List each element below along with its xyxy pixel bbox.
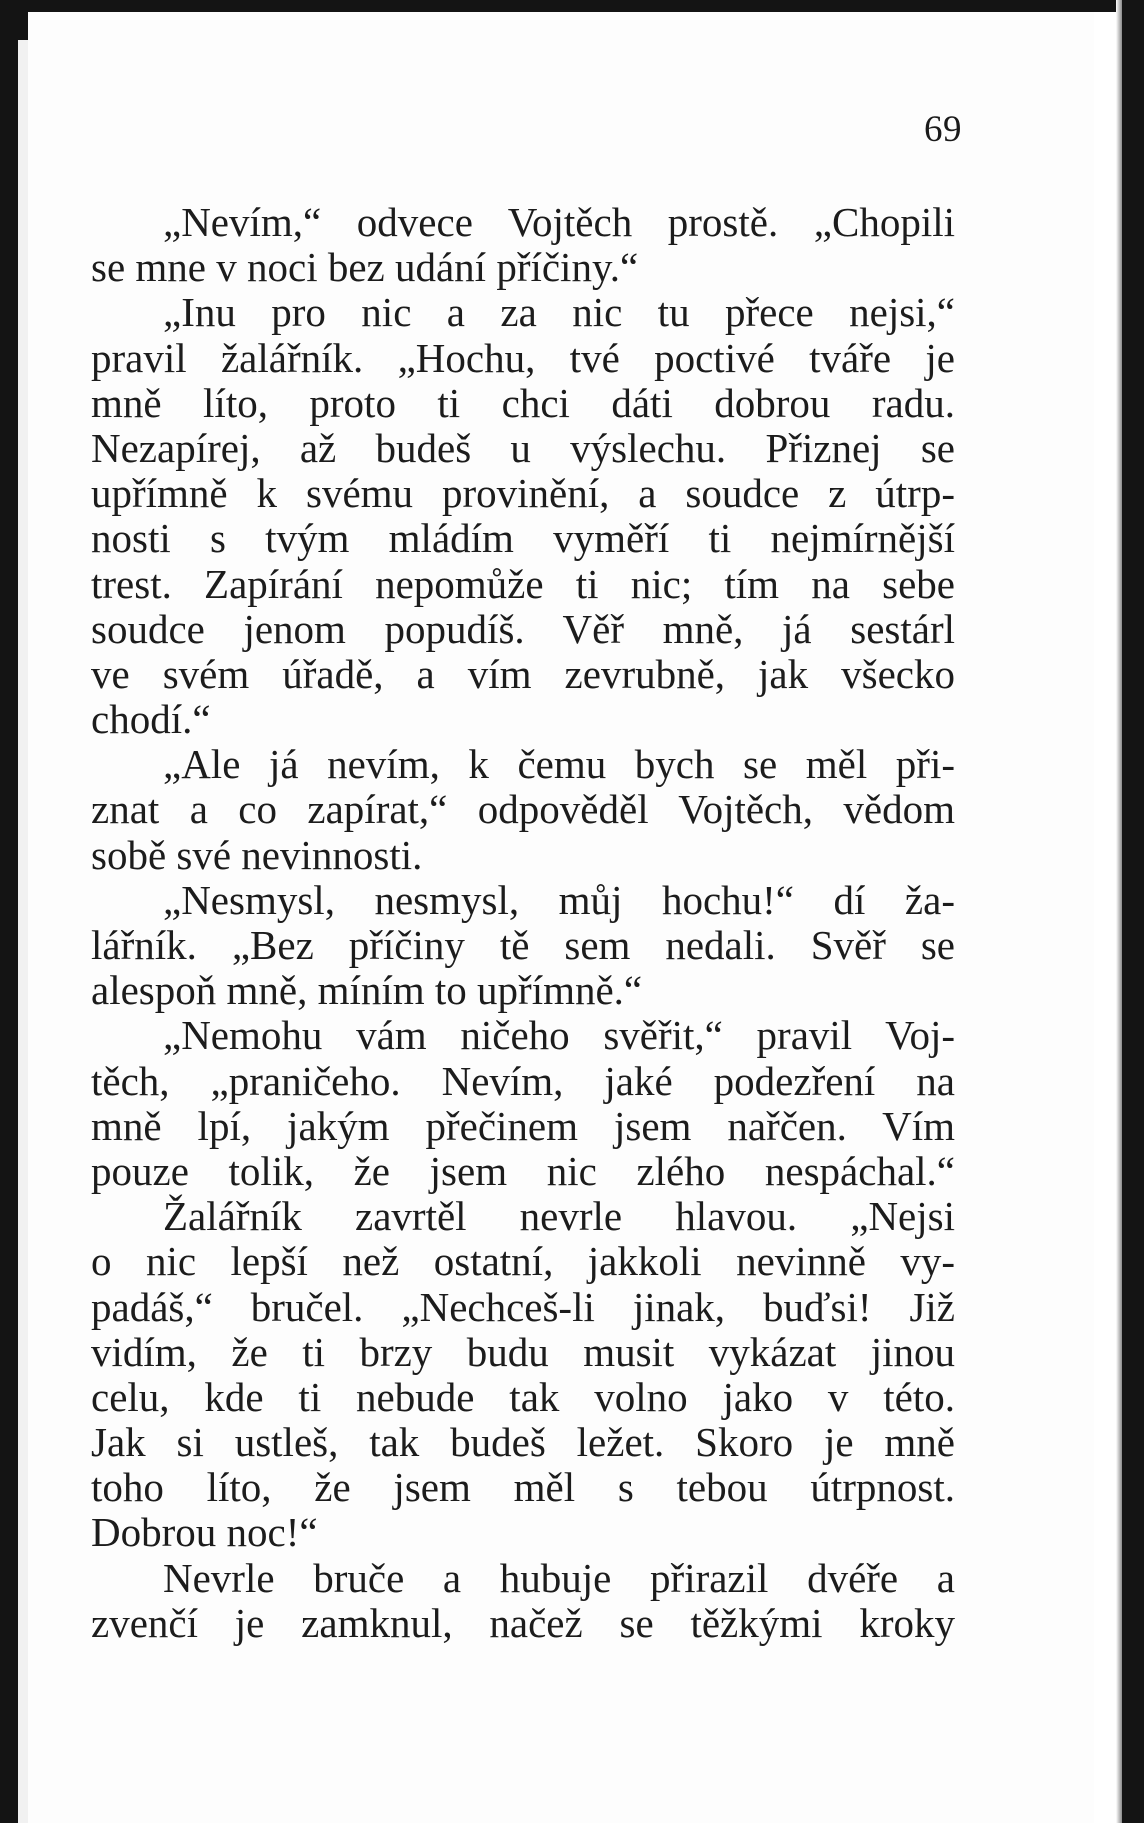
text-line: pouze tolik, že jsem nic zlého nespáchal.“: [91, 1147, 955, 1194]
text-line: alespoň mně, míním to upřímně.“: [91, 967, 643, 1014]
text-line: ve svém úřadě, a vím zevrubně, jak všecko: [91, 650, 955, 697]
text-line: pravil žalářník. „Hochu, tvé poctivé tváře je: [91, 334, 955, 381]
text-line: toho líto, že jsem měl s tebou útrpnost.: [91, 1464, 955, 1511]
text-line: „Nemohu vám ničeho svěřit,“ pravil Voj-: [163, 1012, 955, 1059]
text-line: nosti s tvým mládím vyměří ti nejmírnější: [91, 515, 955, 562]
text-line: celu, kde ti nebude tak volno jako v této.: [91, 1373, 955, 1420]
text-line: „Nesmysl, nesmysl, můj hochu!“ dí ža-: [163, 876, 955, 923]
text-line: znat a co zapírat,“ odpověděl Vojtěch, vědom: [91, 786, 955, 833]
text-line: zvenčí je zamknul, načež se těžkými kroky: [91, 1599, 955, 1646]
text-line: trest. Zapírání nepomůže ti nic; tím na sebe: [91, 560, 955, 607]
scan-page-edge-right: [1116, 0, 1122, 1823]
text-line: o nic lepší než ostatní, jakkoli nevinně vy-: [91, 1238, 955, 1285]
scan-border-left-inner: [18, 40, 28, 1823]
text-line: padáš,“ bručel. „Nechceš-li jinak, buďsi! Již: [91, 1283, 955, 1330]
text-line: se mne v noci bez udání příčiny.“: [91, 244, 639, 291]
text-line: těch, „praničeho. Nevím, jaké podezření na: [91, 1057, 955, 1104]
page-number: 69: [924, 109, 962, 150]
text-line: sobě své nevinnosti.: [91, 831, 423, 878]
text-line: vidím, že ti brzy budu musit vykázat jinou: [91, 1328, 955, 1375]
text-line: Dobrou noc!“: [91, 1509, 318, 1556]
text-line: mně líto, proto ti chci dáti dobrou radu.: [91, 379, 955, 426]
text-line: Jak si ustleš, tak budeš ležet. Skoro je mně: [91, 1419, 955, 1466]
body-text: [91, 200, 955, 1646]
text-line: „Inu pro nic a za nic tu přece nejsi,“: [163, 289, 955, 336]
text-line: Nezapírej, až budeš u výslechu. Přiznej se: [91, 424, 955, 471]
text-line: lářník. „Bez příčiny tě sem nedali. Svěř se: [91, 922, 955, 968]
text-line: „Nevím,“ odvece Vojtěch prostě. „Chopili: [163, 199, 955, 245]
scan-border-top: [0, 0, 1144, 12]
text-line: chodí.“: [91, 696, 211, 743]
text-line: mně lpí, jakým přečinem jsem nařčen. Vím: [91, 1102, 955, 1149]
text-line: upřímně k svému provinění, a soudce z útrp-: [91, 470, 955, 517]
text-line: Žalářník zavrtěl nevrle hlavou. „Nejsi: [163, 1193, 955, 1240]
text-line: „Ale já nevím, k čemu bych se měl při-: [163, 741, 955, 788]
text-line: Nevrle bruče a hubuje přirazil dvéře a: [163, 1554, 955, 1601]
text-line: soudce jenom popudíš. Věř mně, já sestárl: [91, 605, 955, 652]
scan-border-right: [1122, 0, 1144, 1823]
